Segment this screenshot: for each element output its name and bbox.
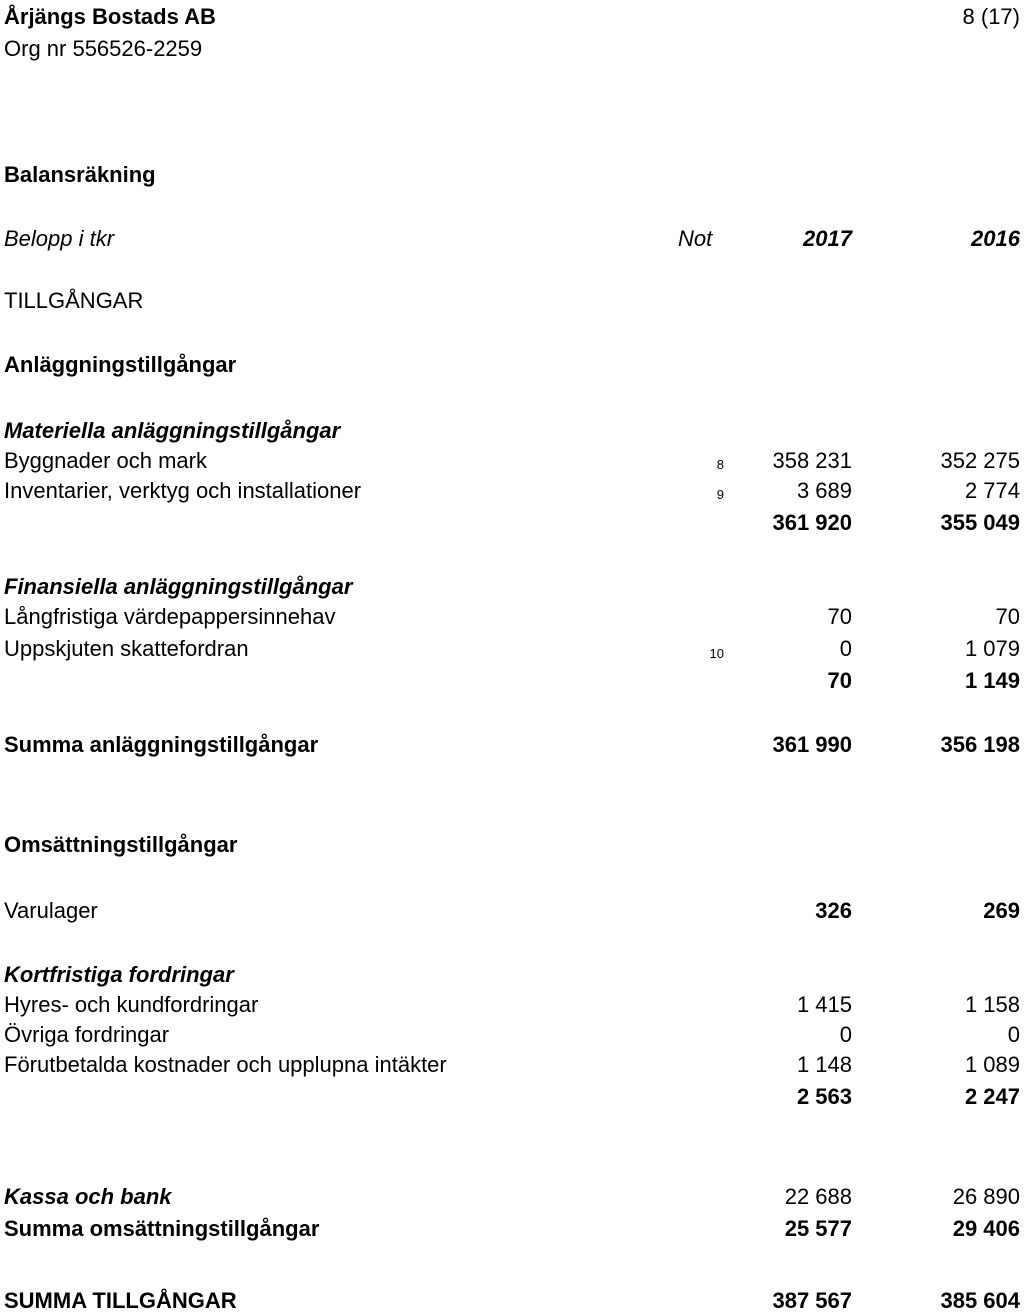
row-label-forutbetalda: Förutbetalda kostnader och upplupna intäkter	[4, 1052, 447, 1077]
row-2017-varulager: 326	[815, 898, 852, 923]
row-label-vardepapper: Långfristiga värdepappersinnehav	[4, 604, 336, 629]
row-2017-hyresfordringar: 1 415	[796, 992, 852, 1017]
column-header-note: Not	[678, 226, 713, 251]
row-label-summa-tillg: SUMMA TILLGÅNGAR	[4, 1288, 237, 1313]
company-name: Årjängs Bostads AB	[4, 4, 216, 29]
subsection-tangible: Materiella anläggningstillgångar	[4, 418, 341, 443]
page-number: 8 (17)	[962, 4, 1020, 29]
subsection-financial: Finansiella anläggningstillgångar	[4, 574, 353, 599]
row-note-skattefordran: 10	[709, 646, 724, 661]
column-header-amount: Belopp i tkr	[4, 226, 115, 251]
subtotal-financial-2017: 70	[827, 668, 852, 693]
row-2016-kassa: 26 890	[952, 1184, 1020, 1209]
row-2017-inventarier: 3 689	[796, 478, 852, 503]
subsection-short-receivables: Kortfristiga fordringar	[4, 962, 234, 987]
row-2017-vardepapper: 70	[827, 604, 852, 629]
row-2017-forutbetalda: 1 148	[796, 1052, 852, 1077]
row-2016-byggnader: 352 275	[940, 448, 1020, 473]
section-current-assets: Omsättningstillgångar	[4, 832, 238, 857]
column-header-2017: 2017	[803, 226, 852, 251]
row-note-inventarier: 9	[716, 487, 724, 502]
row-label-byggnader: Byggnader och mark	[4, 448, 207, 473]
subtotal-receivables-2017: 2 563	[796, 1084, 852, 1109]
row-label-varulager: Varulager	[4, 898, 98, 923]
row-label-hyresfordringar: Hyres- och kundfordringar	[4, 992, 259, 1017]
org-number: Org nr 556526-2259	[4, 36, 203, 61]
row-2016-summa-tillg: 385 604	[940, 1288, 1020, 1313]
row-note-byggnader: 8	[716, 457, 724, 472]
row-2016-varulager: 269	[983, 898, 1020, 923]
row-2016-summa-anl: 356 198	[940, 732, 1020, 757]
subtotal-tangible-2016: 355 049	[940, 510, 1020, 535]
row-2016-hyresfordringar: 1 158	[964, 992, 1020, 1017]
row-2017-summa-anl: 361 990	[772, 732, 852, 757]
row-2016-forutbetalda: 1 089	[964, 1052, 1020, 1077]
row-label-summa-anl: Summa anläggningstillgångar	[4, 732, 319, 757]
row-2016-skattefordran: 1 079	[964, 636, 1020, 661]
column-header-2016: 2016	[971, 226, 1020, 251]
row-label-ovriga: Övriga fordringar	[4, 1022, 170, 1047]
row-label-inventarier: Inventarier, verktyg och installationer	[4, 478, 362, 503]
row-2017-byggnader: 358 231	[772, 448, 852, 473]
row-label-skattefordran: Uppskjuten skattefordran	[4, 636, 249, 661]
row-2017-ovriga: 0	[839, 1022, 852, 1047]
row-label-summa-oms: Summa omsättningstillgångar	[4, 1216, 320, 1241]
section-assets: TILLGÅNGAR	[4, 288, 144, 313]
section-fixed-assets: Anläggningstillgångar	[4, 352, 237, 377]
row-2016-ovriga: 0	[1007, 1022, 1020, 1047]
page-title: Balansräkning	[4, 162, 156, 187]
row-2017-skattefordran: 0	[839, 636, 852, 661]
row-2017-kassa: 22 688	[784, 1184, 852, 1209]
subtotal-tangible-2017: 361 920	[772, 510, 852, 535]
row-label-kassa: Kassa och bank	[4, 1184, 172, 1209]
subtotal-financial-2016: 1 149	[964, 668, 1020, 693]
row-2017-summa-tillg: 387 567	[772, 1288, 852, 1313]
row-2016-vardepapper: 70	[995, 604, 1020, 629]
row-2017-summa-oms: 25 577	[784, 1216, 852, 1241]
row-2016-summa-oms: 29 406	[952, 1216, 1020, 1241]
subtotal-receivables-2016: 2 247	[964, 1084, 1020, 1109]
row-2016-inventarier: 2 774	[964, 478, 1020, 503]
